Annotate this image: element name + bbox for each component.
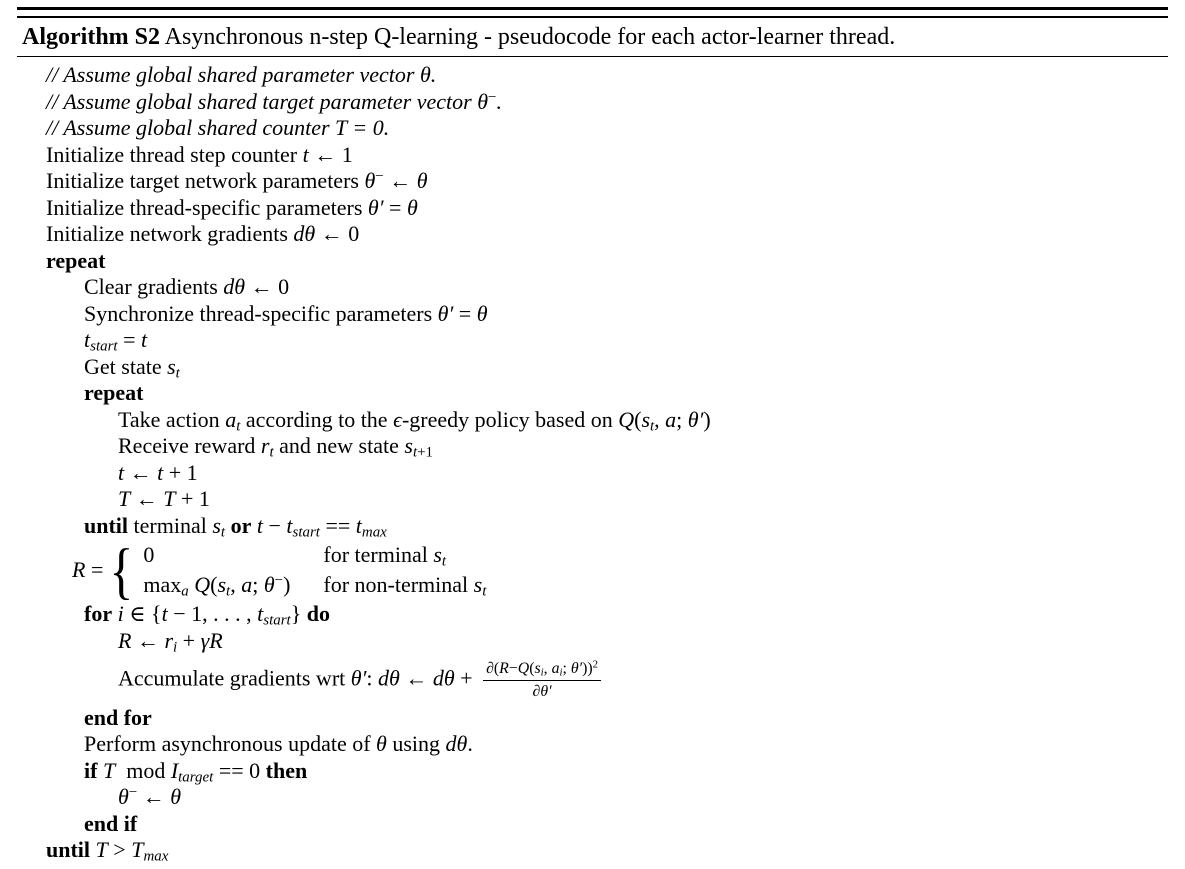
comment-shared-counter: // Assume global shared counter T = 0. — [46, 115, 390, 140]
init-thread-step-counter: Initialize thread step counter t ← 1 — [46, 141, 353, 167]
tstart-assignment: $t_{start} = t$ — [84, 327, 148, 355]
top-rule-outer — [17, 7, 1168, 10]
accumulate-return: R ← $r_i + \gamma R$ — [118, 627, 223, 655]
get-state: Get state $s_t$ — [84, 353, 180, 381]
perform-async-update: Perform asynchronous update of θ using dθ. — [84, 731, 473, 757]
cases-lhs: R = — [72, 556, 104, 582]
end-if: end if — [84, 810, 138, 836]
algorithm-title-label: Algorithm S2 — [22, 23, 160, 50]
outer-repeat: repeat — [46, 247, 106, 273]
cases-condition: for terminal $s_t$ — [323, 542, 447, 570]
update-target-network: θ− ← θ — [118, 784, 182, 810]
outer-until: until $T > T_{max}$ — [46, 837, 169, 865]
if-target-update: if T mod $I_{target} == 0$ then — [84, 757, 308, 785]
comment-shared-target-parameter-vector: // Assume global shared target parameter vector θ−. — [46, 88, 502, 114]
init-target-network-parameters: Initialize target network parameters θ− ← θ — [46, 168, 428, 193]
cases-condition: for non-terminal $s_t$ — [323, 571, 487, 599]
take-action: Take action $a_t$ according to the ϵ-greedy policy based on $Q(s_t$, a; θ′) — [118, 406, 711, 434]
end-for: end for — [84, 704, 152, 730]
cases-row — [143, 542, 486, 569]
clear-gradients: Clear gradients dθ ← 0 — [84, 274, 290, 299]
comment-shared-parameter-vector: // Assume global shared parameter vector θ. — [46, 62, 437, 87]
increment-T: T ← T + 1 — [118, 486, 210, 511]
init-network-gradients: Initialize network gradients dθ ← 0 — [46, 221, 360, 246]
for-loop: for i ∈ {t − 1, . . . , $t_{start}$} do — [84, 601, 330, 629]
accumulate-gradients: Accumulate gradients wrt θ′: dθ ← dθ + $\frac{\partial(R-Q(s_i, a_i; \theta'))^2}{\partial\theta'}$ — [17, 659, 1168, 702]
cases-rows — [143, 542, 486, 598]
receive-reward: Receive reward $r_t$ and new state $s_{t+1}$ — [118, 433, 434, 461]
synchronize-parameters: Synchronize thread-specific parameters θ′ = θ — [84, 300, 488, 326]
algorithm-title — [17, 18, 1168, 56]
init-thread-specific-parameters: Initialize thread-specific parameters θ′ = θ — [46, 194, 418, 220]
left-brace-icon: { — [109, 535, 134, 605]
increment-t: t ← t + 1 — [118, 459, 198, 485]
inner-until: until terminal $s_t$ or $t - t_{start} == t_{max}$ — [84, 512, 387, 540]
inner-repeat: repeat — [84, 380, 144, 405]
cases-value: $\max_a Q(s_t$, a; θ−) — [143, 571, 291, 599]
cases-value: 0 — [143, 542, 155, 567]
gradient-fraction: $\frac{\partial(R-Q(s_i, a_i; \theta'))^2}{\partial\theta'}$ — [483, 659, 601, 702]
cases-row — [143, 572, 486, 599]
cases-equation — [17, 535, 1168, 605]
algorithm-title-text: Asynchronous n-step Q-learning - pseudocode for each actor-learner thread. — [160, 23, 896, 50]
algorithm-body — [17, 57, 1168, 864]
